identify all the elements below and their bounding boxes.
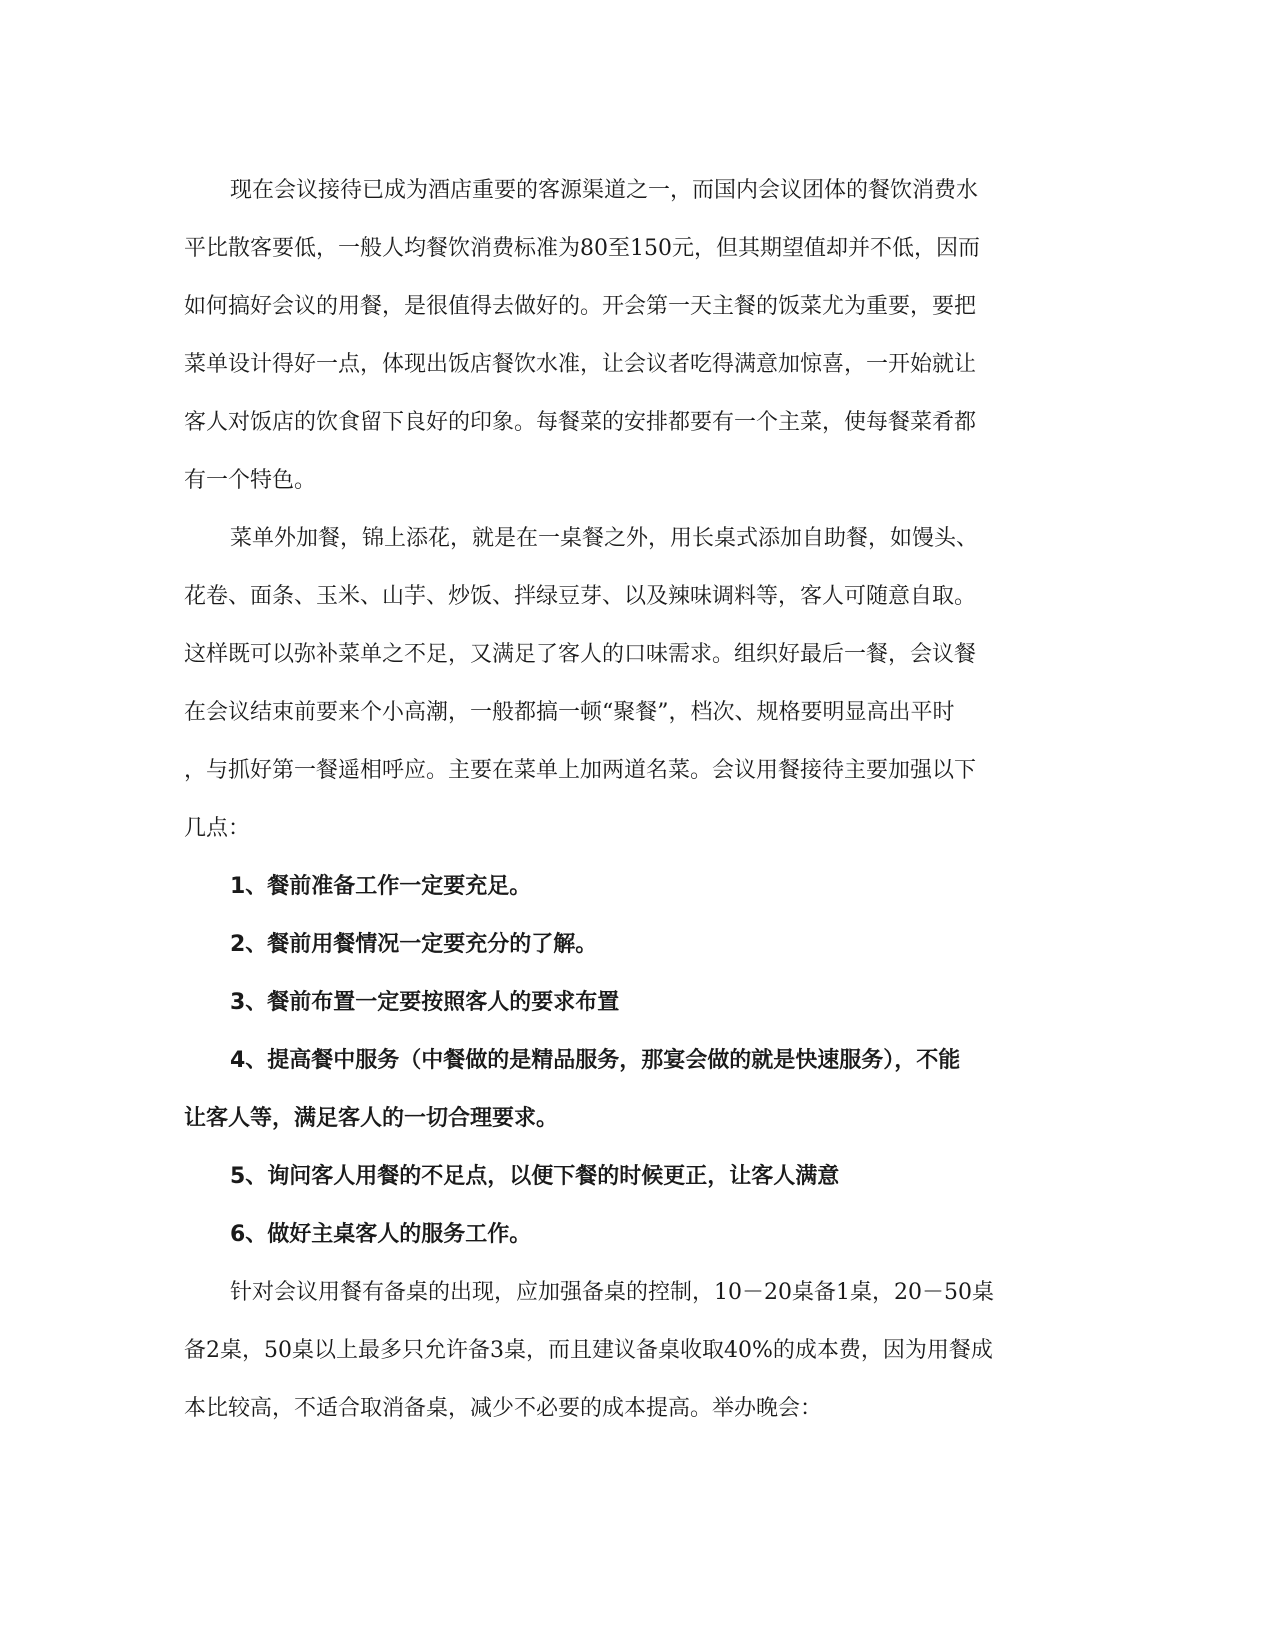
- paragraph-meeting-reception: [184, 162, 1084, 510]
- text-line: 这样既可以弥补菜单之不足，又满足了客人的口味需求。组织好最后一餐，会议餐: [184, 642, 977, 667]
- text-line: 客人对饭店的饮食留下良好的印象。每餐菜的安排都要有一个主菜，使每餐菜肴都: [184, 410, 977, 435]
- text-line: ，与抓好第一餐遥相呼应。主要在菜单上加两道名菜。会议用餐接待主要加强以下: [184, 758, 977, 783]
- paragraph-extra-meal: [184, 510, 1084, 858]
- paragraph-spare-tables: [184, 1264, 1084, 1438]
- list-item-text: 6、做好主桌客人的服务工作。: [230, 1222, 532, 1247]
- text-line: 针对会议用餐有备桌的出现，应加强备桌的控制，10－20桌备1桌，20－50桌: [230, 1280, 994, 1305]
- list-item-text: 让客人等，满足客人的一切合理要求。: [184, 1106, 559, 1131]
- text-line: 菜单设计得好一点，体现出饭店餐饮水准，让会议者吃得满意加惊喜，一开始就让: [184, 352, 977, 377]
- text-line: 在会议结束前要来个小高潮，一般都搞一顿“聚餐”，档次、规格要明显高出平时: [184, 700, 955, 725]
- text-line: 现在会议接待已成为酒店重要的客源渠道之一，而国内会议团体的餐饮消费水: [230, 178, 979, 203]
- list-item-text: 4、提高餐中服务（中餐做的是精品服务，那宴会做的就是快速服务），不能: [230, 1048, 961, 1073]
- text-line: 有一个特色。: [184, 468, 317, 493]
- text-line: 备2桌，50桌以上最多只允许备3桌，而且建议备桌收取40%的成本费，因为用餐成: [184, 1338, 993, 1363]
- list-item-4: [184, 1032, 1084, 1148]
- list-item-5: [184, 1148, 1084, 1206]
- document-body: [184, 162, 1084, 1438]
- text-line: 菜单外加餐，锦上添花，就是在一桌餐之外，用长桌式添加自助餐，如馒头、: [230, 526, 979, 551]
- text-line: 花卷、面条、玉米、山芋、炒饭、拌绿豆芽、以及辣味调料等，客人可随意自取。: [184, 584, 977, 609]
- text-line: 几点：: [184, 816, 251, 841]
- list-item-text: 2、餐前用餐情况一定要充分的了解。: [230, 932, 598, 957]
- list-item-text: 1、餐前准备工作一定要充足。: [230, 874, 532, 899]
- list-item-text: 3、餐前布置一定要按照客人的要求布置: [230, 990, 620, 1015]
- list-item-2: [184, 916, 1084, 974]
- list-item-3: [184, 974, 1084, 1032]
- list-item-text: 5、询问客人用餐的不足点，以便下餐的时候更正，让客人满意: [230, 1164, 840, 1189]
- text-line: 本比较高，不适合取消备桌，减少不必要的成本提高。举办晚会：: [184, 1396, 823, 1421]
- text-line: 如何搞好会议的用餐，是很值得去做好的。开会第一天主餐的饭菜尤为重要，要把: [184, 294, 977, 319]
- list-item-6: [184, 1206, 1084, 1264]
- list-item-1: [184, 858, 1084, 916]
- text-line: 平比散客要低，一般人均餐饮消费标准为80至150元，但其期望值却并不低，因而: [184, 236, 980, 261]
